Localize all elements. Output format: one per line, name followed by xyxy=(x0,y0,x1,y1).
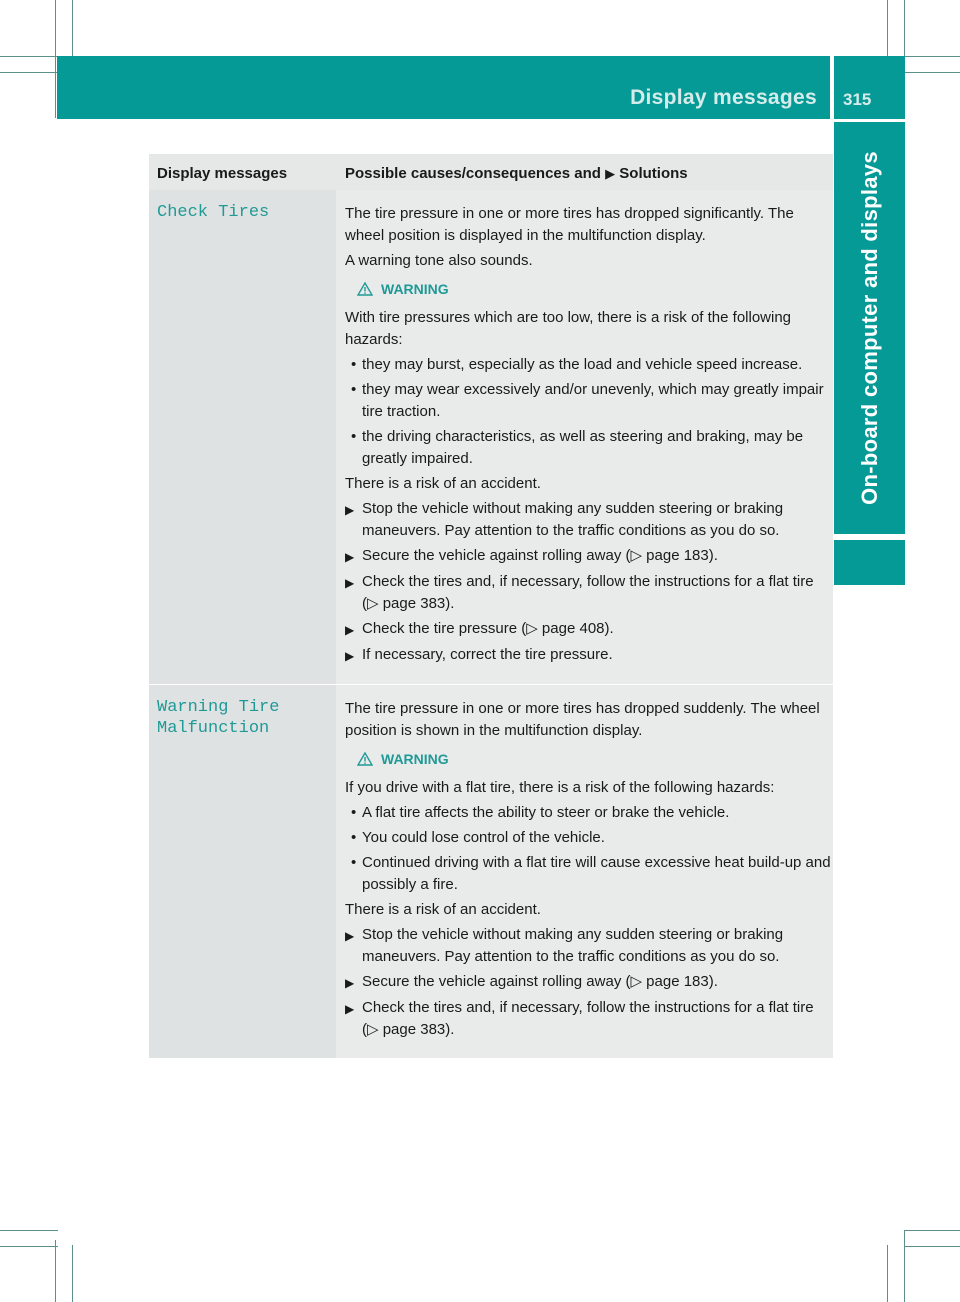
display-message xyxy=(149,190,336,684)
crop-mark xyxy=(904,72,960,73)
action-step xyxy=(345,997,833,1041)
table-row xyxy=(149,684,833,1058)
bullet-text: A flat tire affects the ability to steer or brake the vehicle. xyxy=(362,804,730,821)
warning-heading xyxy=(357,278,833,300)
action-text: Stop the vehicle without making any sudden steering or braking maneuvers. Pay attention to the traffic conditions as you do so. xyxy=(362,926,784,965)
action-arrow-icon: ▶ xyxy=(345,503,355,517)
action-arrow-icon: ▶ xyxy=(345,1002,355,1016)
action-text: Secure the vehicle against rolling away (▷ page 183). xyxy=(362,973,718,990)
risk-text: There is a risk of an accident. xyxy=(345,901,541,918)
crop-mark xyxy=(887,0,888,58)
list-item: • the driving characteristics, as well as steering and braking, may be greatly impaired. xyxy=(351,426,833,470)
action-arrow-icon: ▶ xyxy=(345,929,355,943)
warning-label: WARNING xyxy=(381,281,449,297)
crop-mark xyxy=(887,1245,888,1302)
list-item: • A flat tire affects the ability to steer or brake the vehicle. xyxy=(351,802,833,824)
action-text: Check the tires and, if necessary, follow the instructions for a flat tire (▷ page 383). xyxy=(362,573,814,612)
warning-triangle-icon xyxy=(357,282,373,296)
action-text: Check the tires and, if necessary, follow the instructions for a flat tire (▷ page 383). xyxy=(362,999,814,1038)
crop-mark xyxy=(904,1246,960,1247)
action-step xyxy=(345,545,833,568)
crop-mark xyxy=(55,1240,56,1302)
warning-text: With tire pressures which are too low, there is a risk of the following hazards: xyxy=(345,309,792,348)
display-message xyxy=(149,685,336,1058)
column-header-causes-suffix: Solutions xyxy=(619,165,688,182)
section-marker xyxy=(834,540,905,585)
action-step xyxy=(345,571,833,615)
display-messages-table xyxy=(149,154,833,1058)
list-item: • they may wear excessively and/or unevenly, which may greatly impair tire traction. xyxy=(351,379,833,423)
table-row xyxy=(149,190,833,684)
action-arrow-icon: ▶ xyxy=(345,576,355,590)
warning-triangle-icon xyxy=(357,752,373,766)
crop-mark xyxy=(0,1246,58,1247)
solution-arrow-icon: ▶ xyxy=(605,166,616,181)
risk-text: There is a risk of an accident. xyxy=(345,475,541,492)
intro-text: The tire pressure in one or more tires has dropped significantly. The wheel position is displayed in the multifunction display. xyxy=(345,205,794,244)
crop-mark xyxy=(72,1245,73,1302)
bullet-text: You could lose control of the vehicle. xyxy=(362,829,605,846)
action-text: Stop the vehicle without making any sudden steering or braking maneuvers. Pay attention to the traffic conditions as you do so. xyxy=(362,500,784,539)
list-item: • they may burst, especially as the load and vehicle speed increase. xyxy=(351,354,833,376)
crop-mark xyxy=(904,1230,905,1302)
display-message-line: Check Tires xyxy=(157,203,270,222)
bullet-text: they may wear excessively and/or unevenly, which may greatly impair tire traction. xyxy=(362,381,824,420)
action-step xyxy=(345,618,833,641)
action-arrow-icon: ▶ xyxy=(345,649,355,663)
crop-mark xyxy=(904,56,960,57)
crop-mark xyxy=(72,0,73,58)
display-message-line: Malfunction xyxy=(157,719,270,738)
causes-solutions xyxy=(336,685,833,1058)
page-number: 315 xyxy=(843,90,872,109)
column-header-causes xyxy=(336,154,833,190)
bullet-text: Continued driving with a flat tire will cause excessive heat build-up and possibly a fire. xyxy=(362,854,831,893)
action-step xyxy=(345,644,833,667)
header-bar xyxy=(57,56,905,119)
action-step xyxy=(345,498,833,542)
crop-mark xyxy=(0,72,58,73)
action-text: Check the tire pressure (▷ page 408). xyxy=(362,620,614,637)
action-text: Secure the vehicle against rolling away (▷ page 183). xyxy=(362,547,718,564)
crop-mark xyxy=(55,0,56,118)
warning-text: If you drive with a flat tire, there is a risk of the following hazards: xyxy=(345,779,775,796)
bullet-text: they may burst, especially as the load and vehicle speed increase. xyxy=(362,356,803,373)
causes-solutions xyxy=(336,190,833,684)
column-header-messages: Display messages xyxy=(157,165,288,182)
crop-mark xyxy=(0,1230,58,1231)
intro-text: A warning tone also sounds. xyxy=(345,252,533,269)
warning-label: WARNING xyxy=(381,751,449,767)
list-item: • You could lose control of the vehicle. xyxy=(351,827,833,849)
column-header-causes-prefix: Possible causes/consequences and xyxy=(345,165,601,182)
table-header xyxy=(149,154,833,190)
header-separator xyxy=(830,56,834,119)
action-arrow-icon: ▶ xyxy=(345,623,355,637)
action-step xyxy=(345,924,833,968)
action-step xyxy=(345,971,833,994)
page-title: Display messages xyxy=(630,86,817,109)
intro-text: The tire pressure in one or more tires has dropped suddenly. The wheel position is shown in the multifunction display. xyxy=(345,700,820,739)
action-text: If necessary, correct the tire pressure. xyxy=(362,646,613,663)
list-item: • Continued driving with a flat tire will cause excessive heat build-up and possibly a fire. xyxy=(351,852,833,896)
section-tab-label: On-board computer and displays xyxy=(857,151,882,505)
crop-mark xyxy=(0,56,58,57)
display-message-line: Warning Tire xyxy=(157,698,280,717)
action-arrow-icon: ▶ xyxy=(345,550,355,564)
warning-heading xyxy=(357,748,833,770)
action-arrow-icon: ▶ xyxy=(345,976,355,990)
crop-mark xyxy=(904,1230,960,1231)
bullet-text: the driving characteristics, as well as steering and braking, may be greatly impaired. xyxy=(362,428,804,467)
